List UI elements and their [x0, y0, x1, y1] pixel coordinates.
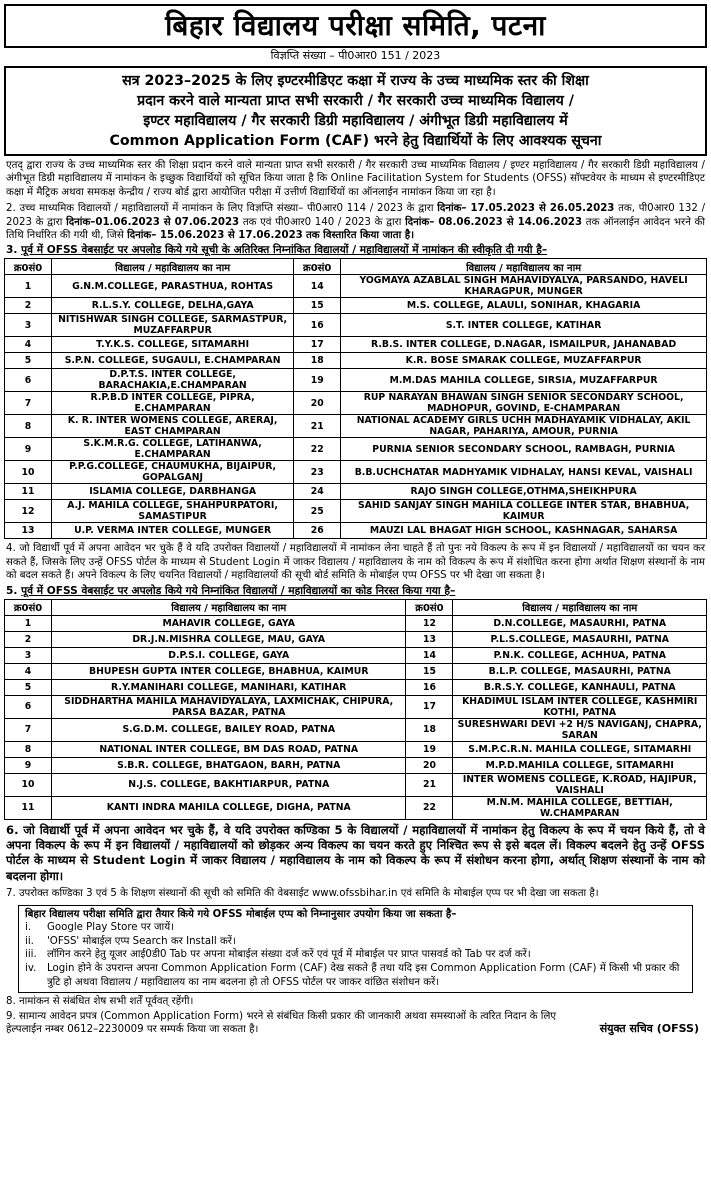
col-name: विद्यालय / महाविद्यालय का नाम [453, 599, 707, 615]
para-text: तक, पी0आर0 132 / 2023 के द्वारा [6, 203, 705, 228]
paragraph-1: एतद् द्वारा राज्य के उच्च माध्यमिक स्तर की शिक्षा प्रदान करने वाले मान्यता प्राप्त सभी सरकारी / गैर सरकारी उच्च माध्यमिक विद्यालय / इण्टर महाविद्यालय / गैर सरकारी डिग्री महाविद्यालय / अंगीभूत डिग्री महाविद्यालय में नामांकन के इच्छुक विद्यार्थियों को सूचित किया जाता है कि Online Facilitation System for Students (OFSS) सॉफ्टवेयर के माध्यम से इण्टरमीडिएट कक्षा में मैट्रिक अथवा समकक्ष केन्द्रीय / राज्य बोर्ड द्वारा आयोजित परीक्षा में उत्तीर्ण विद्यार्थियों का ऑनलाईन नामांकन किया जा रहा है। [6, 160, 705, 198]
row-serial: 5 [5, 353, 52, 369]
section-number: 5. [6, 584, 18, 597]
row-college-name: B.B.UCHCHATAR MADHYAMIK VIDHALAY, HANSI KEVAL, VAISHALI [341, 461, 707, 484]
row-serial: 10 [5, 773, 52, 796]
paragraph-6: 6. जो विद्यार्थी पूर्व में अपना आवेदन भर चुके हैं, वे यदि उपरोक्त कण्डिका 5 के विद्यालयों / महाविद्यालयों में नामांकन हेतु विकल्प के रूप में चयन किये हैं, तो वे अपना विकल्प के रूप में इन विद्यालयों / महाविद्यालयों को छोड़कर अन्य विकल्प का चयन करते हुए निश्चित रूप से इसे बदल लें। विकल्प बदलने हेतु उन्हें OFSS पोर्टल के माध्यम से Student Login में जाकर विद्यालय / महाविद्यालय के नाम को विकल्प के रूप में संशोधन करना होगा, अर्थात् शिक्षण संस्थानों के नाम को बदलना होगा। [6, 822, 705, 883]
row-serial: 12 [406, 615, 453, 631]
row-serial: 18 [294, 353, 341, 369]
row-college-name: S.P.N. COLLEGE, SUGAULI, E.CHAMPARAN [52, 353, 294, 369]
row-serial: 20 [406, 757, 453, 773]
row-serial: 21 [294, 415, 341, 438]
row-college-name: BHUPESH GUPTA INTER COLLEGE, BHABHUA, KAIMUR [52, 663, 406, 679]
app-instructions-title: बिहार विद्यालय परीक्षा समिति द्वारा तैयार किये गये OFSS मोबाईल एप्प को निम्नानुसार उपयोग किया जा सकता है– [25, 908, 457, 920]
app-step [25, 921, 686, 935]
para-text: तक विस्तारित किया जाता है। [306, 230, 415, 242]
row-serial: 15 [294, 298, 341, 314]
para-text: उच्च माध्यमिक विद्यालयों / महाविद्यालयों में नामांकन के लिए विज्ञप्ति संख्या– पी0आर0 114 / 2023 के द्वारा [19, 203, 434, 215]
row-college-name: KHADIMUL ISLAM INTER COLLEGE, KASHMIRI KOTHI, PATNA [453, 695, 707, 718]
row-college-name: M.N.M. MAHILA COLLEGE, BETTIAH, W.CHAMPARAN [453, 796, 707, 819]
date-range: दिनांक–01.06.2023 से 07.06.2023 [66, 216, 240, 228]
headline-line: इण्टर महाविद्यालय / गैर सरकारी डिग्री महाविद्यालय / अंगीभूत डिग्री महाविद्यालय में [143, 113, 568, 129]
section-text: पूर्व में OFSS वेबसाईट पर अपलोड किये गये निम्नांकित विद्यालयों / महाविद्यालयों का कोड निरस्त किया गया है– [21, 584, 456, 597]
table-row [5, 298, 707, 314]
row-college-name: D.P.T.S. INTER COLLEGE, BARACHAKIA,E.CHAMPARAN [52, 369, 294, 392]
table-row [5, 757, 707, 773]
row-college-name: P.N.K. COLLEGE, ACHHUA, PATNA [453, 647, 707, 663]
row-college-name: S.K.M.R.G. COLLEGE, LATIHANWA, E.CHAMPARAN [52, 438, 294, 461]
col-name: विद्यालय / महाविद्यालय का नाम [52, 259, 294, 275]
row-college-name: M.P.D.MAHILA COLLEGE, SITAMARHI [453, 757, 707, 773]
row-serial: 19 [294, 369, 341, 392]
row-serial: 7 [5, 718, 52, 741]
row-college-name: B.L.P. COLLEGE, MASAURHI, PATNA [453, 663, 707, 679]
row-serial: 9 [5, 438, 52, 461]
app-step-text: लॉगिन करने हेतु यूजर आई0डी0 Tab पर अपना मोबाईल संख्या दर्ज करें एवं पूर्व में मोबाईल पर प्राप्त पासवर्ड को Tab पर दर्ज करें। [47, 949, 531, 961]
row-college-name: ISLAMIA COLLEGE, DARBHANGA [52, 484, 294, 500]
signature: संयुक्त सचिव (OFSS) [599, 1022, 699, 1036]
ofss-app-instructions [18, 905, 693, 994]
row-college-name: G.N.M.COLLEGE, PARASTHUA, ROHTAS [52, 275, 294, 298]
row-serial: 15 [406, 663, 453, 679]
row-college-name: RAJO SINGH COLLEGE,OTHMA,SHEIKHPURA [341, 484, 707, 500]
row-serial: 4 [5, 337, 52, 353]
row-college-name: M.S. COLLEGE, ALAULI, SONIHAR, KHAGARIA [341, 298, 707, 314]
row-college-name: S.G.D.M. COLLEGE, BAILEY ROAD, PATNA [52, 718, 406, 741]
row-serial: 22 [406, 796, 453, 819]
table-row [5, 314, 707, 337]
app-step-number: iii. [25, 949, 37, 961]
row-college-name: PURNIA SENIOR SECONDARY SCHOOL, RAMBAGH, PURNIA [341, 438, 707, 461]
headline-line: Common Application Form (CAF) भरने हेतु विद्यार्थियों के लिए आवश्यक सूचना [109, 133, 602, 149]
row-college-name: D.P.S.I. COLLEGE, GAYA [52, 647, 406, 663]
row-serial: 9 [5, 757, 52, 773]
table-row [5, 741, 707, 757]
row-college-name: MAHAVIR COLLEGE, GAYA [52, 615, 406, 631]
paragraph-4: 4. जो विद्यार्थी पूर्व में अपना आवेदन भर चुके हैं वे यदि उपरोक्त विद्यालयों / महाविद्यालयों में नामांकन लेना चाहते हैं तो पुनः नये विकल्प के रूप में इन विद्यालयों / महाविद्यालयों का चयन कर सकते हैं, जिसके लिए उन्हें OFSS पोर्टल के माध्यम से Student Login में जाकर विद्यालय / महाविद्यालय के नाम को विकल्प के रूप में संशोधित करना होगा अर्थात शिक्षण संस्थानों के नाम को बदल सकते हैं। अपने विकल्प के लिए चयनित विद्यालयों / महाविद्यालयों की सूची बोर्ड समिति के मोबाईल एप्प OFSS पर भी देखा जा सकता है। [6, 543, 705, 582]
approved-colleges-body [5, 275, 707, 539]
row-college-name: K. R. INTER WOMENS COLLEGE, ARERAJ, EAST CHAMPARAN [52, 415, 294, 438]
row-college-name: NITISHWAR SINGH COLLEGE, SARMASTPUR, MUZAFFARPUR [52, 314, 294, 337]
row-college-name: A.J. MAHILA COLLEGE, SHAHPURPATORI, SAMASTIPUR [52, 500, 294, 523]
row-serial: 7 [5, 392, 52, 415]
row-serial: 4 [5, 663, 52, 679]
row-serial: 12 [5, 500, 52, 523]
row-serial: 16 [294, 314, 341, 337]
section-number: 3. [6, 244, 18, 257]
app-step [25, 962, 686, 989]
row-college-name: P.P.G.COLLEGE, CHAUMUKHA, BIJAIPUR, GOPALGANJ [52, 461, 294, 484]
paragraph-8: 8. नामांकन से संबंधित शेष सभी शर्तें पूर्ववत् रहेंगी। [6, 996, 194, 1008]
table-row [5, 631, 707, 647]
row-college-name: SIDDHARTHA MAHILA MAHAVIDYALAYA, LAXMICHAK, CHIPURA, PARSA BAZAR, PATNA [52, 695, 406, 718]
row-serial: 13 [406, 631, 453, 647]
notice-headline [4, 66, 707, 156]
row-serial: 11 [5, 796, 52, 819]
row-serial: 1 [5, 615, 52, 631]
section-3-heading [6, 244, 705, 257]
table-row [5, 500, 707, 523]
row-college-name: MAUZI LAL BHAGAT HIGH SCHOOL, KASHNAGAR, SAHARSA [341, 523, 707, 539]
table-row [5, 484, 707, 500]
row-serial: 10 [5, 461, 52, 484]
row-serial: 3 [5, 647, 52, 663]
row-serial: 6 [5, 369, 52, 392]
table-row [5, 415, 707, 438]
para-text: तक ऑनलाईन आवेदन भरने की तिथि निर्धारित की गयी थी, जिसे [6, 216, 705, 242]
app-step-number: iv. [25, 963, 37, 975]
board-name-banner: बिहार विद्यालय परीक्षा समिति, पटना [4, 4, 707, 48]
notice-number: विज्ञप्ति संख्या – पी0आर0 151 / 2023 [270, 49, 441, 62]
row-serial: 11 [5, 484, 52, 500]
table-row [5, 796, 707, 819]
para-number: 2. [6, 203, 16, 215]
app-step-text: Google Play Store पर जायें। [47, 922, 174, 934]
app-step-number: ii. [25, 935, 34, 947]
row-serial: 6 [5, 695, 52, 718]
row-serial: 1 [5, 275, 52, 298]
row-college-name: B.R.S.Y. COLLEGE, KANHAULI, PATNA [453, 679, 707, 695]
row-serial: 25 [294, 500, 341, 523]
row-serial: 14 [294, 275, 341, 298]
col-serial: क्र0सं0 [5, 599, 52, 615]
date-range-extended: दिनांक– 15.06.2023 से 17.06.2023 [127, 230, 303, 242]
table-row [5, 773, 707, 796]
row-serial: 22 [294, 438, 341, 461]
row-college-name: T.Y.K.S. COLLEGE, SITAMARHI [52, 337, 294, 353]
row-college-name: K.R. BOSE SMARAK COLLEGE, MUZAFFARPUR [341, 353, 707, 369]
section-text: पूर्व में OFSS वेबसाईट पर अपलोड किये गये सूची के अतिरिक्त निम्नांकित विद्यालयों / महाविद्यालयों में नामांकन की स्वीकृति दी गयी है– [21, 244, 548, 257]
row-serial: 21 [406, 773, 453, 796]
row-serial: 20 [294, 392, 341, 415]
paragraph-9-wrap [4, 1010, 707, 1037]
row-serial: 14 [406, 647, 453, 663]
col-serial: क्र0सं0 [406, 599, 453, 615]
row-college-name: KANTI INDRA MAHILA COLLEGE, DIGHA, PATNA [52, 796, 406, 819]
row-serial: 24 [294, 484, 341, 500]
row-serial: 13 [5, 523, 52, 539]
row-college-name: R.P.B.D INTER COLLEGE, PIPRA, E.CHAMPARAN [52, 392, 294, 415]
table-row [5, 615, 707, 631]
row-college-name: S.M.P.C.R.N. MAHILA COLLEGE, SITAMARHI [453, 741, 707, 757]
app-step-text: 'OFSS' मोबाईल एप्प Search कर Install करें। [47, 935, 236, 947]
col-serial: क्र0सं0 [5, 259, 52, 275]
row-college-name: NATIONAL ACADEMY GIRLS UCHH MADHAYAMIK VIDHALAY, AKIL NAGAR, PAHARIYA, AMOUR, PURNIA [341, 415, 707, 438]
row-college-name: RUP NARAYAN BHAWAN SINGH SENIOR SECONDARY SCHOOL, MADHOPUR, GOVIND, E-CHAMPARAN [341, 392, 707, 415]
row-serial: 23 [294, 461, 341, 484]
cancelled-colleges-table [4, 599, 707, 820]
col-name: विद्यालय / महाविद्यालय का नाम [341, 259, 707, 275]
app-step [25, 948, 686, 962]
app-step [25, 935, 686, 949]
row-serial: 5 [5, 679, 52, 695]
table-row [5, 369, 707, 392]
row-college-name: DR.J.N.MISHRA COLLEGE, MAU, GAYA [52, 631, 406, 647]
date-range: दिनांक– 17.05.2023 से 26.05.2023 [437, 203, 615, 215]
row-college-name: S.T. INTER COLLEGE, KATIHAR [341, 314, 707, 337]
table-row [5, 353, 707, 369]
row-serial: 8 [5, 415, 52, 438]
row-college-name: INTER WOMENS COLLEGE, K.ROAD, HAJIPUR, VAISHALI [453, 773, 707, 796]
row-serial: 18 [406, 718, 453, 741]
table-row [5, 392, 707, 415]
table-row [5, 275, 707, 298]
row-serial: 19 [406, 741, 453, 757]
row-serial: 3 [5, 314, 52, 337]
approved-colleges-table [4, 258, 707, 539]
row-college-name: M.M.DAS MAHILA COLLEGE, SIRSIA, MUZAFFARPUR [341, 369, 707, 392]
table-row [5, 523, 707, 539]
table-header-row [5, 599, 707, 615]
row-serial: 17 [294, 337, 341, 353]
app-step-text: Login होने के उपरान्त अपना Common Application Form (CAF) देख सकते हैं तथा यदि इस Common Application Form (CAF) में किसी भी प्रकार की त्रुटि हो अथवा विद्यालय / महाविद्यालय का नाम बदलना हो तो OFSS पोर्टल पर जाकर वांछित संशोधन करें। [47, 963, 680, 988]
headline-line: सत्र 2023–2025 के लिए इण्टरमीडिएट कक्षा में राज्य के उच्च माध्यमिक स्तर की शिक्षा [122, 73, 589, 89]
row-college-name: SAHID SANJAY SINGH MAHILA COLLEGE INTER STAR, BHABHUA, KAIMUR [341, 500, 707, 523]
table-row [5, 695, 707, 718]
row-college-name: R.B.S. INTER COLLEGE, D.NAGAR, ISMAILPUR, JAHANABAD [341, 337, 707, 353]
paragraph-2 [6, 202, 705, 242]
row-college-name: R.Y.MANIHARI COLLEGE, MANIHARI, KATIHAR [52, 679, 406, 695]
table-row [5, 679, 707, 695]
table-row [5, 438, 707, 461]
row-serial: 26 [294, 523, 341, 539]
table-row [5, 647, 707, 663]
table-row [5, 337, 707, 353]
row-serial: 8 [5, 741, 52, 757]
row-college-name: U.P. VERMA INTER COLLEGE, MUNGER [52, 523, 294, 539]
row-serial: 2 [5, 631, 52, 647]
notice-page [4, 4, 707, 1036]
cancelled-colleges-body [5, 615, 707, 819]
col-serial: क्र0सं0 [294, 259, 341, 275]
section-5-heading [6, 585, 705, 598]
table-header-row [5, 259, 707, 275]
table-row [5, 663, 707, 679]
row-college-name: NATIONAL INTER COLLEGE, BM DAS ROAD, PATNA [52, 741, 406, 757]
row-serial: 16 [406, 679, 453, 695]
row-college-name: D.N.COLLEGE, MASAURHI, PATNA [453, 615, 707, 631]
paragraph-9: 9. सामान्य आवेदन प्रपत्र (Common Application Form) भरने से संबंधित किसी प्रकार की जानकारी अथवा समस्याओं के त्वरित निदान के लिए हेल्पलाईन नम्बर 0612–2230009 पर सम्पर्क किया जा सकता है। [6, 1010, 556, 1036]
app-step-number: i. [25, 922, 32, 934]
row-serial: 2 [5, 298, 52, 314]
row-college-name: S.B.R. COLLEGE, BHATGAON, BARH, PATNA [52, 757, 406, 773]
row-college-name: N.J.S. COLLEGE, BAKHTIARPUR, PATNA [52, 773, 406, 796]
app-steps-list [25, 921, 686, 989]
date-range: दिनांक– 08.06.2023 से 14.06.2023 [405, 216, 583, 228]
headline-line: प्रदान करने वाले मान्यता प्राप्त सभी सरकारी / गैर सरकारी उच्च माध्यमिक विद्यालय / [137, 93, 574, 109]
table-row [5, 461, 707, 484]
row-college-name: SURESHWARI DEVI +2 H/S NAVIGANJ, CHAPRA, SARAN [453, 718, 707, 741]
para-text: तक एवं पी0आर0 140 / 2023 के द्वारा [242, 216, 402, 228]
paragraph-7: 7. उपरोक्त कण्डिका 3 एवं 5 के शिक्षण संस्थानों की सूची को समिति की वेबसाईट www.ofssbihar.in एवं समिति के मोबाईल एप्प पर भी देखा जा सकता है। [6, 888, 599, 900]
table-row [5, 718, 707, 741]
row-college-name: R.L.S.Y. COLLEGE, DELHA,GAYA [52, 298, 294, 314]
row-college-name: P.L.S.COLLEGE, MASAURHI, PATNA [453, 631, 707, 647]
row-college-name: YOGMAYA AZABLAL SINGH MAHAVIDYALYA, PARSANDO, HAVELI KHARAGPUR, MUNGER [341, 275, 707, 298]
row-serial: 17 [406, 695, 453, 718]
col-name: विद्यालय / महाविद्यालय का नाम [52, 599, 406, 615]
